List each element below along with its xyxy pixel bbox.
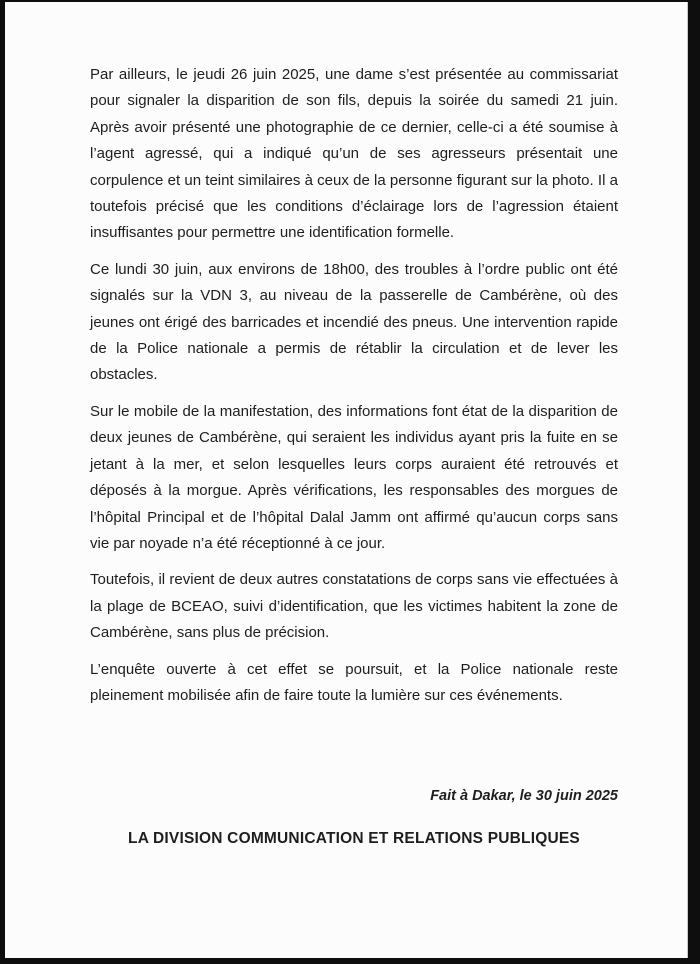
document-body bbox=[90, 62, 618, 852]
signature-line: LA DIVISION COMMUNICATION ET RELATIONS PUBLIQUES bbox=[128, 829, 580, 847]
body-paragraph-3: Sur le mobile de la manifestation, des informations font état de la disparition de deux jeunes de Cambérène, qui seraient les individus ayant pris la fuite en se jetant à la mer, et selon lesquelles leurs corps auraient été retrouvés et déposés à la morgue. Après vérifications, les responsables des morgues de l’hôpital Principal et de l’hôpital Dalal Jamm ont affirmé qu’aucun corps sans vie par noyade n’a été réceptionné à ce jour. bbox=[90, 402, 618, 552]
body-paragraph-1: Par ailleurs, le jeudi 26 juin 2025, une dame s’est présentée au commissariat pour signaler la disparition de son fils, depuis la soirée du samedi 21 juin. Après avoir présenté une photographie de ce dernier, celle-ci a été soumise à l’agent agressé, qui a indiqué qu’un de ses agresseurs présentait une corpulence et un teint similaires à ceux de la personne figurant sur la photo. Il a toutefois précisé que les conditions d’éclairage lors de l’agression étaient insuffisantes pour permettre une identification formelle. bbox=[90, 66, 618, 242]
document-page bbox=[5, 2, 688, 958]
body-paragraph-2: Ce lundi 30 juin, aux environs de 18h00, des troubles à l’ordre public ont été signalés sur la VDN 3, au niveau de la passerelle de Cambérène, où des jeunes ont érigé des barricades et incendié des pneus. Une intervention rapide de la Police nationale a permis de rétablir la circulation et de lever les obstacles. bbox=[90, 260, 618, 384]
body-paragraph-5: L’enquête ouverte à cet effet se poursuit, et la Police nationale reste pleinement mobilisée afin de faire toute la lumière sur ces événements. bbox=[90, 660, 618, 704]
dateline: Fait à Dakar, le 30 juin 2025 bbox=[430, 788, 618, 805]
body-paragraph-4: Toutefois, il revient de deux autres constatations de corps sans vie effectuées à la plage de BCEAO, suivi d’identification, que les victimes habitent la zone de Cambérène, sans plus de précision. bbox=[90, 571, 618, 642]
